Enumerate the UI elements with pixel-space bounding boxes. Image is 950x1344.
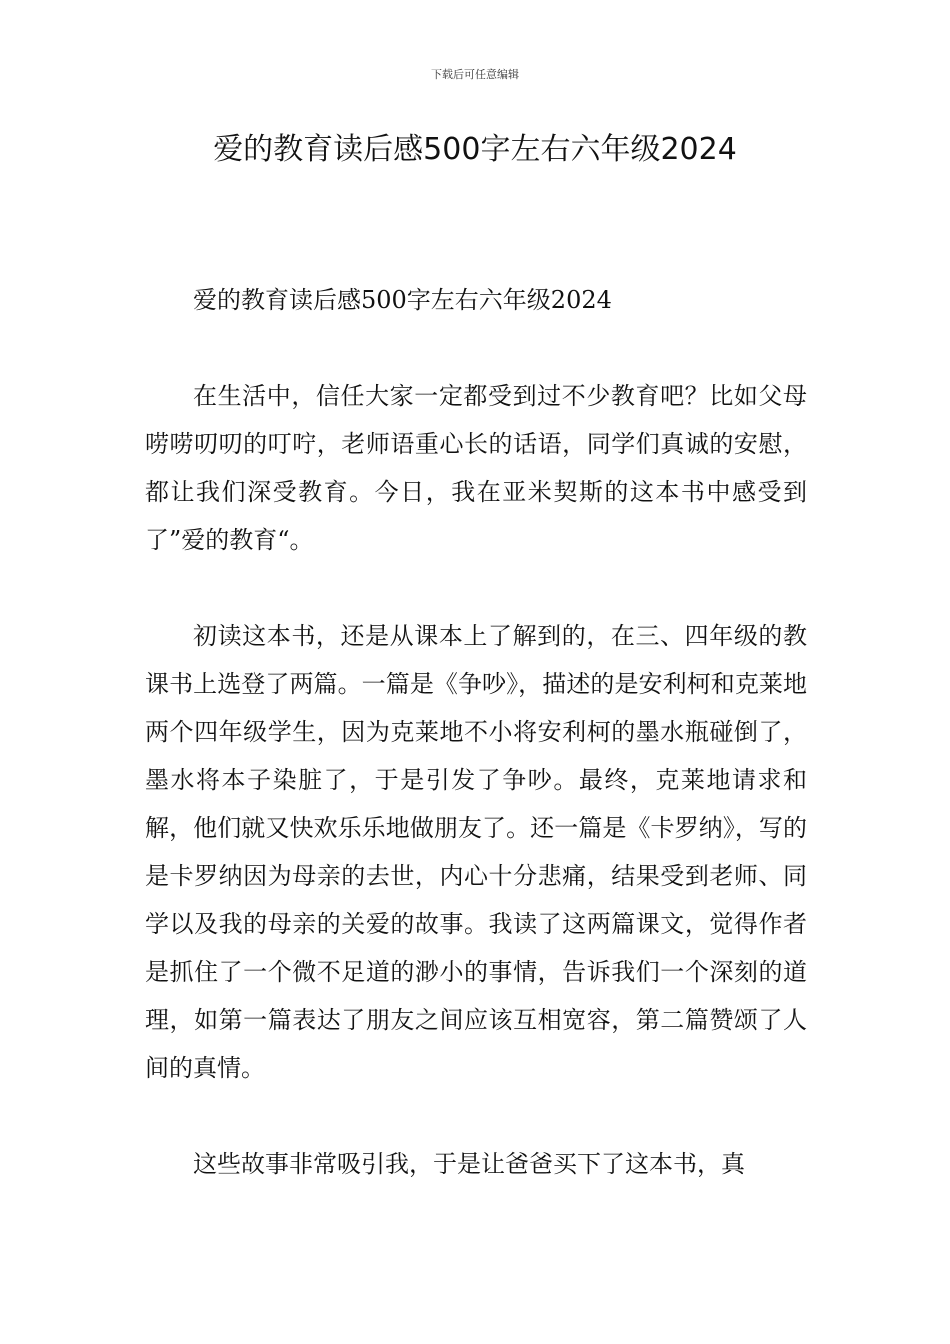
body-paragraph-3: 这些故事非常吸引我，于是让爸爸买下了这本书，真 (193, 1150, 745, 1178)
header-note: 下载后可任意编辑 (431, 68, 519, 81)
subtitle-paragraph: 爱的教育读后感500字左右六年级2024 (193, 286, 612, 314)
document-body (145, 276, 807, 1188)
body-paragraph-1: 在生活中，信任大家一定都受到过不少教育吧？比如父母唠唠叨叨的叮咛，老师语重心长的话语，同学们真诚的安慰，都让我们深受教育。今日，我在亚米契斯的这本书中感受到了”爱的教育“。 (145, 382, 807, 554)
document-title: 爱的教育读后感500字左右六年级2024 (213, 132, 737, 167)
body-paragraph-2: 初读这本书，还是从课本上了解到的，在三、四年级的教课书上选登了两篇。一篇是《争吵》，描述的是安利柯和克莱地两个四年级学生，因为克莱地不小将安利柯的墨水瓶碰倒了，墨水将本子染脏了，于是引发了争吵。最终，克莱地请求和解，他们就又快欢乐乐地做朋友了。还一篇是《卡罗纳》，写的是卡罗纳因为母亲的去世，内心十分悲痛，结果受到老师、同学以及我的母亲的关爱的故事。我读了这两篇课文，觉得作者是抓住了一个微不足道的渺小的事情，告诉我们一个深刻的道理，如第一篇表达了朋友之间应该互相宽容，第二篇赞颂了人间的真情。 (145, 622, 807, 1082)
